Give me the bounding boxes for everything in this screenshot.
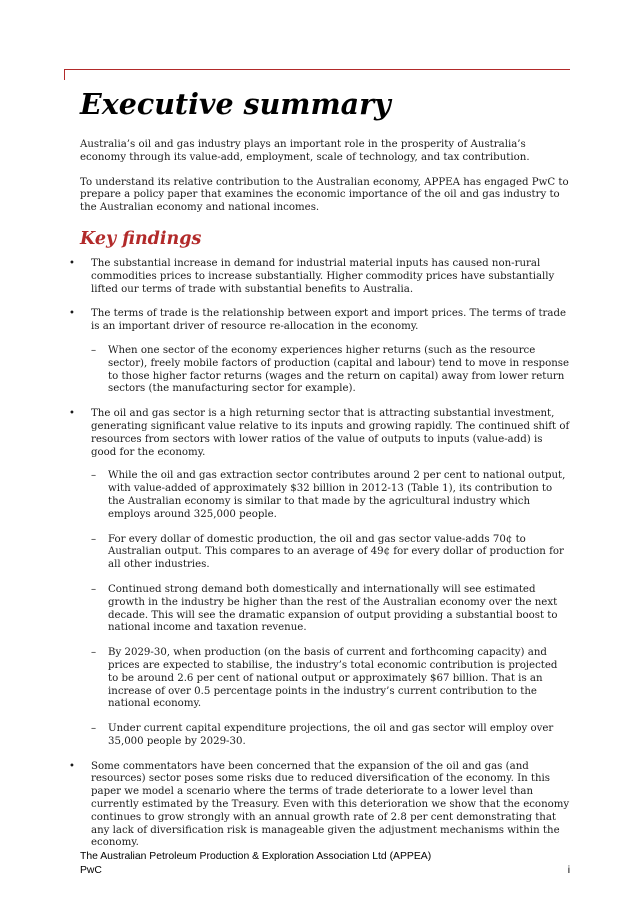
finding-text: The substantial increase in demand for industrial material inputs has caused non-rural commodities prices to increase substantially. Higher commodity prices have substantially lifted our terms of trade with substantial benefits to Australia. [91,257,555,295]
dash-icon: – [91,647,97,659]
page-title: Executive summary [80,87,391,121]
section-heading-key-findings: Key findings [80,228,202,249]
intro-paragraph: To understand its relative contribution to the Australian economy, APPEA has engaged PwC to prepare a policy paper that examines the economic importance of the oil and gas industry to the Australian economy and national incomes. [80,176,569,214]
dash-icon: – [91,583,97,595]
dash-icon: – [91,344,97,356]
key-findings-list [69,257,570,850]
finding-item [69,760,570,851]
finding-item [69,308,570,396]
sub-finding-text: Continued strong demand both domestically and internationally will see estimated growth in the industry be higher than the rest of the Australian economy over the next decade. This will see the dramatic expansion of output providing a substantial boost to national income and taxation revenue. [108,583,558,634]
finding-text: The oil and gas sector is a high returning sector that is attracting substantial investment, generating significant value relative to its inputs and growing rapidly. The continued shift of resources from sectors with lower ratios of the value of outputs to inputs (value-add) is good for the economy. [91,408,570,458]
dash-icon: – [91,533,97,545]
dash-icon: – [91,470,97,482]
page-footer [80,850,570,877]
bullet-icon: • [69,760,75,772]
page-number: i [567,864,570,876]
sub-finding-item [91,647,570,711]
dash-icon: – [91,723,97,735]
sub-finding-item [91,345,570,396]
bullet-icon: • [69,257,75,269]
sub-finding-text: Under current capital expenditure projections, the oil and gas sector will employ over 35,000 people by 2029-30. [108,723,554,747]
sub-finding-item [91,584,570,635]
footer-firm: PwC [80,864,102,876]
sub-finding-text: For every dollar of domestic production, the oil and gas sector value-adds 70¢ to Australian output. This compares to an average of 49¢ for every dollar of production for all other industries. [108,533,564,571]
finding-item [69,408,570,749]
bullet-icon: • [69,308,75,320]
page-body [69,87,570,850]
sub-finding-text: By 2029-30, when production (on the basis of current and forthcoming capacity) and prices are expected to stabilise, the industry’s total economic contribution is projected to be around 2.6 per cent of national output or approximately $67 billion. That is an increase of over 0.5 percentage points in the industry’s current contribution to the national economy. [108,647,558,710]
finding-text: Some commentators have been concerned that the expansion of the oil and gas (and resources) sector poses some risks due to reduced diversification of the economy. In this paper we model a scenario where the terms of trade deteriorate to a lower level than currently estimated by the Treasury. Even with this deterioration we show that the economy continues to grow strongly with an annual growth rate of 2.8 per cent demonstrating that any lack of diversification risk is manageable given the adjustment mechanisms within the economy. [91,760,570,849]
sub-finding-item [91,723,570,749]
sub-finding-list [91,470,570,748]
sub-finding-text: While the oil and gas extraction sector contributes around 2 per cent to national output, with value-added of approximately $32 billion in 2012-13 (Table 1), its contribution to the Australian economy is similar to that made by the agricultural industry which employs around 325,000 people. [108,470,566,520]
sub-finding-item [91,534,570,572]
sub-finding-item [91,470,570,521]
sub-finding-text: When one sector of the economy experiences higher returns (such as the resource sector), freely mobile factors of production (capital and labour) tend to move in response to those higher factor returns (wages and the return on capital) away from lower return sectors (the manufacturing sector for example). [108,344,570,395]
bullet-icon: • [69,408,75,420]
finding-text: The terms of trade is the relationship between export and import prices. The terms of trade is an important driver of resource re-allocation in the economy. [91,308,567,333]
intro-paragraph: Australia’s oil and gas industry plays an important role in the prosperity of Australia’s economy through its value-add, employment, scale of technology, and tax contribution. [80,139,530,163]
sub-finding-list [91,345,570,396]
header-rule-corner [64,69,65,80]
header-rule [64,69,570,70]
footer-organisation: The Australian Petroleum Production & Exploration Association Ltd (APPEA) [80,851,432,862]
finding-item [69,257,570,296]
